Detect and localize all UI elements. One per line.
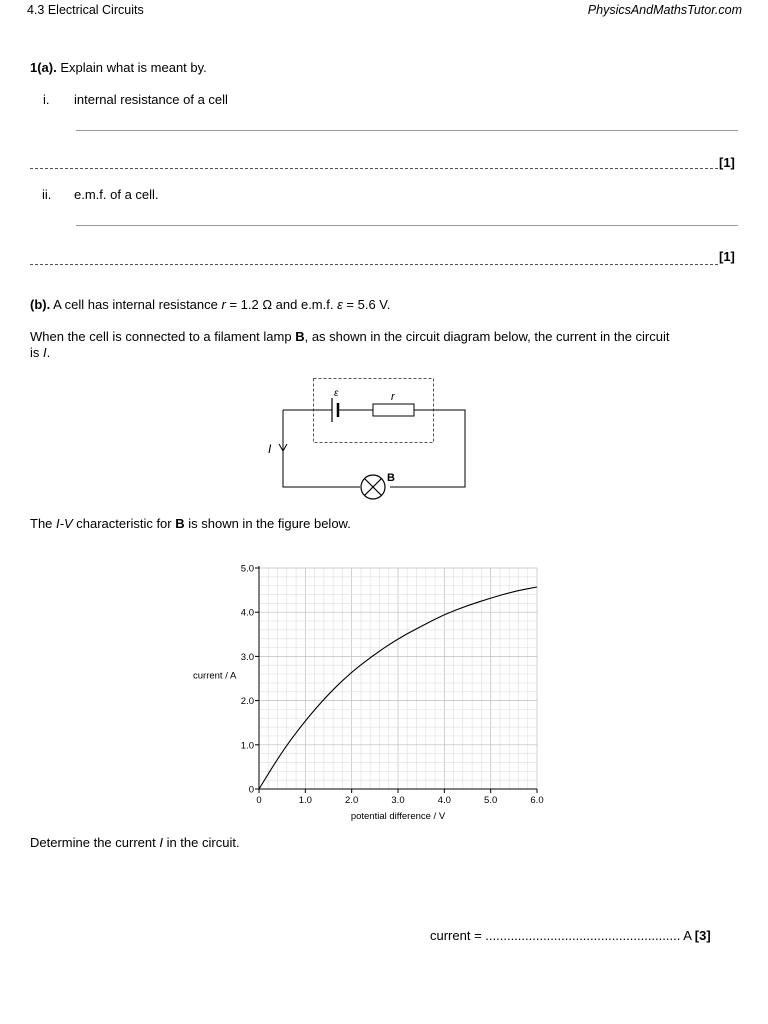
lamp-label: B (387, 472, 395, 484)
r-label: r (391, 391, 395, 403)
emf-symbol: ε (337, 297, 343, 312)
question-number: (b). (30, 297, 51, 312)
part-ii-label: ii. (42, 187, 52, 202)
x-tick-label: 4.0 (437, 795, 451, 806)
answer-dotted-line[interactable] (30, 168, 718, 169)
question-1a-stem (30, 60, 207, 75)
answer-row (430, 928, 711, 943)
x-tick-label: 3.0 (391, 795, 405, 806)
circuit-diagram (260, 372, 480, 502)
x-axis-label: potential difference / V (350, 811, 446, 822)
current-label: I (268, 442, 272, 456)
part-i-label: i. (43, 92, 50, 107)
y-axis-label: current / A (193, 670, 237, 682)
emf-label: ε (334, 388, 339, 399)
answer-line[interactable] (76, 225, 738, 226)
wire (283, 410, 360, 487)
internal-resistor (373, 404, 414, 416)
x-tick-label: 6.0 (530, 795, 544, 806)
x-tick-label: 5.0 (484, 795, 498, 806)
x-tick-label: 2.0 (345, 795, 359, 806)
answer-label: current = (430, 928, 486, 943)
y-tick-label: 2.0 (240, 696, 254, 708)
part-ii-text: e.m.f. of a cell. (74, 187, 159, 202)
question-1b-stem: (b). A cell has internal resistance r = 1.2 Ω and e.m.f. ε = 5.6 V. (30, 297, 391, 312)
circuit-description-line1: When the cell is connected to a filament lamp B, as shown in the circuit diagram below, the current in the circuit (30, 329, 670, 344)
r-symbol: r (221, 297, 226, 312)
circuit-description-line2: is I. (30, 345, 51, 360)
y-tick-label: 1.0 (240, 740, 254, 752)
header-site: PhysicsAndMathsTutor.com (587, 3, 742, 17)
answer-dotted-line[interactable] (30, 264, 718, 265)
chart-grid (259, 568, 537, 789)
chart-ticks (241, 564, 544, 807)
part-i-text: internal resistance of a cell (74, 92, 228, 107)
answer-line[interactable] (76, 130, 738, 131)
question-text: Explain what is meant by. (56, 60, 207, 75)
x-tick-label: 1.0 (298, 795, 312, 806)
marks-label: [1] (719, 155, 735, 170)
answer-field[interactable]: ...................................................... (485, 928, 681, 943)
header-topic: 4.3 Electrical Circuits (27, 3, 144, 17)
answer-unit: A (680, 928, 695, 943)
y-tick-label: 0 (248, 784, 254, 796)
x-tick-label: 0 (256, 795, 262, 806)
y-tick-label: 3.0 (240, 651, 254, 663)
y-tick-label: 4.0 (240, 607, 254, 619)
question-number: 1(a). (30, 60, 57, 75)
y-tick-label: 5.0 (240, 563, 254, 575)
marks-label: [3] (694, 928, 711, 943)
determine-prompt: Determine the current I in the circuit. (30, 835, 240, 850)
marks-label: [1] (719, 249, 735, 264)
iv-chart (185, 555, 550, 825)
characteristic-text: The I-V characteristic for B is shown in the figure below. (30, 516, 351, 531)
wire (390, 410, 465, 487)
